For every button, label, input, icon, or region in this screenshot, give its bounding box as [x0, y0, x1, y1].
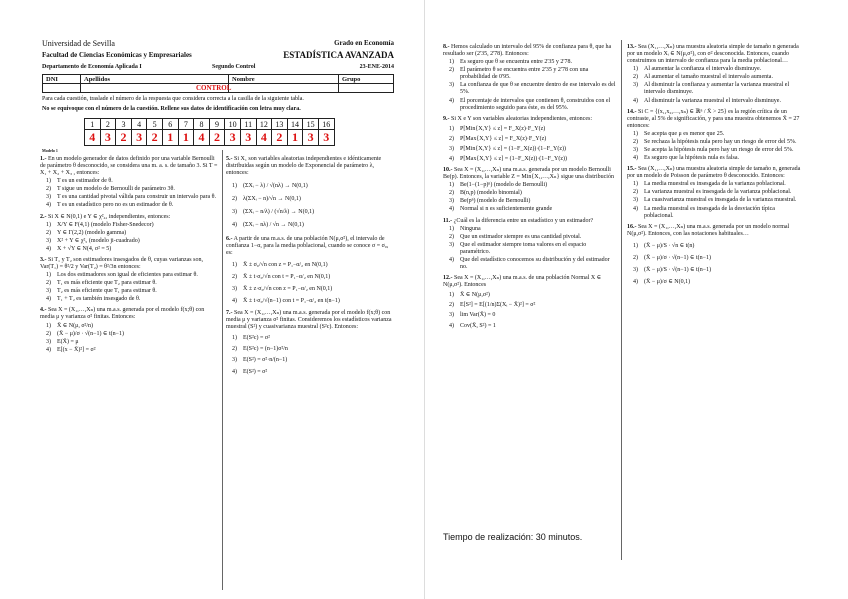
question-14 [627, 109, 803, 163]
questions-column-2 [226, 156, 396, 380]
question-number: 6.- [226, 235, 233, 242]
question-4 [40, 307, 218, 353]
question-5 [226, 156, 396, 230]
column-divider [621, 40, 622, 560]
option[interactable]: 4) Es seguro que la hipótesis nula es falsa. [633, 155, 739, 162]
column-divider [222, 150, 223, 590]
question-text: Hemos calculado un intervalo del 95% de confianza para θ, que ha resultado ser (2'35, 2'78). Entonces: [443, 44, 612, 58]
grid-question-number: 1 [85, 119, 101, 130]
exam-name: Segundo Control [212, 64, 256, 70]
question-13 [627, 44, 803, 105]
questions-column-4 [627, 44, 803, 291]
control-label: CONTROL [196, 84, 232, 92]
option[interactable]: 2) λ(ΣXᵢ − n)/√n → N(0,1) [232, 196, 301, 203]
grid-answer-cell[interactable]: 4 [194, 130, 210, 146]
option[interactable]: 3) lim Var(X̄) = 0 [449, 312, 496, 319]
question-number: 16.- [627, 223, 637, 230]
department-name: Departamento de Economía Aplicada I [42, 64, 142, 70]
option[interactable]: 1) La media muestral es insesgada de la varianza poblacional. [633, 181, 786, 188]
faculty-name: Facultad de Ciencias Económicas y Empresariales [42, 51, 192, 59]
option[interactable]: 1) E(S²c) = σ² [232, 335, 270, 342]
option[interactable]: 1) (ΣXᵢ − λ) / √(nλ) → N(0,1) [232, 183, 308, 190]
question-number: 14.- [627, 108, 637, 115]
question-text: Si C = {(x₁,x₂,…,xₙ) ∈ ℝⁿ / X̄ > 25} es la región crítica de un contraste, al 5% de significación, y para una muestra obtenemos X̄ = 27 entonces: [627, 108, 800, 129]
question-text: Sea (X₁,…,Xₙ) una muestra aleatoria simple de tamaño n, generada por un modelo de Poisson de parámetro θ desconocido. Entonces: [627, 166, 801, 180]
question-number: 8.- [443, 44, 450, 50]
option[interactable]: 2) T sigue un modelo de Bernoulli de parámetro 3θ. [46, 186, 175, 193]
degree-name: Grado en Economía [334, 39, 394, 47]
grid-answer-cell[interactable]: 3 [318, 130, 334, 146]
option[interactable]: 1) X/Y ∈ F(4,1) (modelo Fisher-Snedecor) [46, 221, 154, 228]
question-12 [443, 275, 617, 329]
question-number: 9.- [443, 115, 450, 122]
option[interactable]: 3) La cuasivarianza muestral es insesgada de la varianza muestral. [633, 197, 797, 204]
option[interactable]: 4) E[(x − X̄)²] = σ² [46, 346, 96, 353]
option[interactable]: 4) (ΣXᵢ − nλ) / √n → N(0,1) [232, 222, 304, 229]
id-field-surname[interactable]: Apellidos [81, 75, 229, 84]
option[interactable]: 3) Al disminuir la confianza y aumentar la varianza muestral el intervalo disminuye. [633, 82, 790, 96]
grid-question-number: 16 [318, 119, 334, 130]
question-text: Sea (X₁,…,Xₙ) una muestra aleatoria simple de tamaño n generada por un modelo Xᵢ ∈ N(μ,σ²), con σ² desconocida. Entonces, cuando construimos un intervalo de confianza para la media poblacional… [627, 44, 799, 65]
grid-answer-cell[interactable]: 4 [256, 130, 272, 146]
question-number: 13.- [627, 44, 637, 50]
question-6 [226, 236, 396, 306]
option[interactable]: 3) T es una cantidad pivotal válida para construir un intervalo para θ. [46, 194, 217, 201]
question-3 [40, 257, 218, 303]
time-limit-note: Tiempo de realización: 30 minutos. [443, 532, 583, 542]
option[interactable]: 2) (X̄ − μ)/σ · √(n−1) ∈ t(n−1) [46, 330, 124, 337]
option[interactable]: 2) P[Max{X,Y} ≤ z] = F_X(z)·F_Y(z) [449, 135, 547, 142]
grid-question-number: 9 [209, 119, 225, 130]
exam-page-2 [424, 0, 848, 599]
id-field-name[interactable]: Nombre [229, 75, 339, 84]
option[interactable]: 2) T₁ es más eficiente que T₂ para estimar θ. [46, 280, 157, 287]
question-text: A partir de una m.a.s. de una población N(μ,σ²), el intervalo de confianza 1−α, para la media poblacional, cuando se conoce σ = σ₀, es: [226, 235, 389, 256]
option[interactable]: 3) X² + Y ∈ χ²₅ (modelo ji-cuadrado) [46, 237, 140, 244]
option[interactable]: 2) El parámetro θ se encuentra entre 2'35 y 2'78 con una probabilidad de 0'95. [449, 67, 589, 81]
grid-answer-cell[interactable]: 1 [287, 130, 303, 146]
option[interactable]: 3) E(X̄) = μ [46, 338, 79, 345]
question-number: 15.- [627, 166, 637, 173]
option[interactable]: 4) X + √Y ∈ N(4, σ² = 5) [46, 245, 112, 252]
option[interactable]: 1) Ninguna [449, 225, 481, 232]
question-number: 7.- [226, 310, 233, 317]
option[interactable]: 3) (X̄ − μ)/S · √(n−1) ∈ t(n−1) [633, 267, 712, 274]
question-text: Si X e Y son variables aleatorias independientes, entonces: [451, 115, 593, 122]
grid-question-number: 14 [287, 119, 303, 130]
option[interactable]: 4) (X̄ − μ)/σ ∈ N(0,1) [633, 279, 691, 286]
option[interactable]: 2) X̄ ± t·σ₀/√n con t = P₁₋α/₂ en N(0,1) [232, 273, 331, 280]
option[interactable]: 3) X̄ ± z·σ₀/√n con z = P₁₋α/₂ en N(0,1) [232, 285, 333, 292]
option[interactable]: 3) P[Min{X,Y} ≤ z] = (1−F_X(z))·(1−F_Y(z)) [449, 145, 567, 152]
grid-question-number: 11 [240, 119, 256, 130]
option[interactable]: 1) Se acepta que μ es menor que 25. [633, 130, 725, 137]
grid-answer-cell[interactable]: 2 [272, 130, 288, 146]
grid-answer-cell[interactable]: 3 [225, 130, 241, 146]
grid-question-number: 8 [194, 119, 210, 130]
option[interactable]: 4) P[Max{X,Y} ≤ z] = (1−F_X(z))·(1−F_Y(z)) [449, 156, 568, 163]
option[interactable]: 1) X̄ ∈ N(μ,σ²) [449, 292, 490, 299]
grid-answer-cell[interactable]: 1 [162, 130, 178, 146]
option[interactable]: 1) P[Min{X,Y} ≤ z] = F_X(z)·F_Y(z) [449, 125, 546, 132]
question-1 [40, 156, 218, 210]
instruction-text: Para cada cuestión, traslade el número de la respuesta que considera correcta a la casilla de la siguiente tabla. [42, 96, 304, 102]
grid-answer-cell[interactable]: 2 [147, 130, 163, 146]
grid-answer-cell[interactable]: 3 [303, 130, 319, 146]
question-text: Si T₁ y T₂ son estimadores insesgados de θ, cuyas varianzas son, Var(T₁) = θ²/2 y Var(T₂) = θ²/3n entonces: [40, 256, 203, 271]
grid-answer-cell[interactable]: 3 [100, 130, 116, 146]
option[interactable]: 2) E(S²c) = (n−1)σ²/n [232, 346, 288, 353]
grid-question-number: 4 [131, 119, 147, 130]
answer-grid [84, 118, 335, 146]
question-11 [443, 218, 617, 272]
option[interactable]: 3) Be(pⁿ) (modelo de Bernoulli) [449, 198, 531, 205]
instruction-warning: No se equivoque con el número de la cuestión. Rellene sus datos de identificación con letra muy clara. [42, 106, 301, 112]
id-field-dni[interactable]: DNI [43, 75, 81, 84]
option[interactable]: 4) Al disminuir la varianza muestral el intervalo disminuye. [633, 97, 781, 104]
exam-date: 23-ENE-2014 [359, 64, 394, 70]
option[interactable]: 1) (X̄ − μ)/S · √n ∈ t(n) [633, 242, 695, 249]
option[interactable]: 4) El porcentaje de intervalos que contienen θ, construidos con el procedimiento seguido para éste, es del 95%. [449, 97, 611, 111]
question-number: 4.- [40, 307, 47, 314]
university-name: Universidad de Sevilla [42, 39, 115, 48]
question-number: 5.- [226, 156, 233, 162]
question-number: 11.- [443, 217, 453, 224]
course-title: ESTADÍSTICA AVANZADA [283, 50, 394, 60]
option[interactable]: 3) (ΣXᵢ − n/λ) / (√n/λ) → N(0,1) [232, 209, 315, 216]
grid-question-number: 6 [162, 119, 178, 130]
model-label: Modelo 1 [42, 148, 58, 153]
option[interactable]: 3) T₂ es más eficiente que T₁ para estimar θ. [46, 288, 157, 295]
option[interactable]: 2) B(n,p) (modelo binomial) [449, 190, 522, 197]
question-text: Sea X = (X₁,…,Xₙ) una m.a.s. generada por el modelo f(x;θ) con media μ y varianza σ² finitas. Consideremos los estadísticos varianza muestral (S²) y cuasivarianza muestral (S²c). Entonces: [226, 310, 392, 331]
question-text: ¿Cuál es la diferencia entre un estadístico y un estimador? [453, 217, 594, 224]
option[interactable]: 4) T₁ + T₂ es también insesgado de θ. [46, 296, 141, 303]
question-number: 2.- [40, 213, 47, 220]
grid-question-number: 2 [100, 119, 116, 130]
grid-answer-cell[interactable]: 3 [131, 130, 147, 146]
grid-question-number: 12 [256, 119, 272, 130]
question-9 [443, 116, 617, 163]
option[interactable]: 1) X̄ ∈ N(μ, σ²/n) [46, 322, 94, 329]
option[interactable]: 2) Al aumentar el tamaño muestral el intervalo aumenta. [633, 74, 773, 81]
option[interactable]: 2) Que un estimador siempre es una cantidad pivotal. [449, 233, 582, 240]
option[interactable]: 4) Que del estadístico conocemos su distribución y del estimador no. [449, 256, 610, 271]
question-16 [627, 224, 803, 286]
option[interactable]: 2) La varianza muestral es insesgada de la varianza poblacional. [633, 189, 792, 196]
option[interactable]: 3) Que el estimador siempre toma valores en el espacio paramétrico. [449, 241, 587, 255]
question-text: Sea X = (X₁,…,Xₙ) una m.a.s. generada por un modelo Bernoulli Be(p). Entonces, la variable Z = Min{X₁,…,Xₙ} sigue una distribución [443, 167, 614, 181]
option[interactable]: 4) X̄ ± t·σ₀/√(n−1) con t = P₁₋α/₂ en t(n−1) [232, 298, 340, 305]
option[interactable]: 2) Y ∈ Γ(2,2) (modelo gamma) [46, 229, 127, 236]
question-text: Sea X = (X₁,…,Xₙ) una m.a.s. generada por el modelo f(x;θ) con media μ y varianza σ² finitas. Entonces: [40, 307, 205, 321]
question-8 [443, 44, 617, 112]
grid-question-number: 7 [178, 119, 194, 130]
option[interactable]: 1) T es un estimador de θ. [46, 178, 113, 185]
option[interactable]: 1) Es seguro que θ se encuentra entre 2'35 y 2'78. [449, 59, 573, 66]
question-7 [226, 310, 396, 376]
option[interactable]: 3) E(S²) = σ²·n/(n−1) [232, 357, 288, 364]
grid-answer-cell[interactable]: 2 [116, 130, 132, 146]
grid-question-number: 13 [272, 119, 288, 130]
question-text: Sea X = (X₁,…,Xₙ) una m.a.s. generada por un modelo normal N(μ,σ²). Entonces, con las notaciones habituales… [627, 223, 790, 237]
option[interactable]: 2) E[S²] = E[(1/n)Σ(Xᵢ − X̄)²] = σ² [449, 302, 536, 309]
option[interactable]: 4) E(S²) = σ² [232, 368, 268, 375]
grid-question-number: 10 [225, 119, 241, 130]
option[interactable]: 4) Cov(X̄, S²) = 1 [449, 322, 496, 329]
question-number: 1.- [40, 156, 47, 162]
grid-answer-cell[interactable]: 2 [209, 130, 225, 146]
option[interactable]: 1) Los dos estimadores son igual de eficientes para estimar θ. [46, 272, 198, 279]
questions-column-1 [40, 156, 218, 358]
grid-answer-cell[interactable]: 1 [178, 130, 194, 146]
option[interactable]: 3) La confianza de que θ se encuentre dentro de ese intervalo es del 5%. [449, 82, 616, 96]
question-number: 12.- [443, 275, 453, 282]
grid-question-number: 5 [147, 119, 163, 130]
option[interactable]: 4) La media muestral es insesgada de la desviación típica poblacional. [633, 205, 775, 219]
grid-answer-cell[interactable]: 3 [240, 130, 256, 146]
option[interactable]: 1) Be(1−(1−p)ⁿ) (modelo de Bernoulli) [449, 182, 548, 189]
questions-column-3 [443, 44, 617, 334]
id-field-group[interactable]: Grupo [339, 75, 394, 84]
grid-question-number: 3 [116, 119, 132, 130]
question-text: Si X ∈ N(0,1) e Y ∈ χ²₄, independientes, entonces: [48, 213, 171, 220]
question-10 [443, 167, 617, 213]
question-15 [627, 166, 803, 220]
option[interactable]: 2) Se rechaza la hipótesis nula pero hay un riesgo de error del 5%. [633, 138, 797, 145]
question-2 [40, 214, 218, 253]
grid-answer-cell[interactable]: 4 [85, 130, 101, 146]
option[interactable]: 1) Al aumentar la confianza el intervalo disminuye. [633, 66, 762, 73]
grid-question-number: 15 [303, 119, 319, 130]
question-number: 10.- [443, 167, 453, 174]
question-text: Si X₁ son variables aleatorias independientes e idénticamente distribuidas según un modelo de Exponencial de parámetro λ, entonces: [226, 156, 382, 177]
option[interactable]: 3) Se acepta la hipótesis nula pero hay un riesgo de error del 5%. [633, 147, 794, 154]
option[interactable]: 1) X̄ ± σ₀/√n con z = P₁₋α/₂ en N(0,1) [232, 261, 328, 268]
question-number: 3.- [40, 256, 47, 263]
option[interactable]: 4) Normal si n es suficientemente grande [449, 206, 553, 213]
option[interactable]: 2) (X̄ − μ)/σ · √(n−1) ∈ t(n−1) [633, 254, 711, 261]
question-text: En un modelo generador de datos definido por una variable Bernoulli de parámetro θ desconocido, se considera una m. a. s. de tamaño 3. Si T = X₁ + X₂ + X₃ , entonces: [40, 156, 218, 177]
question-text: Sea X = (X₁,…,Xₙ) una m.a.s. de una población Normal X ∈ N(μ,σ²). Entonces [443, 275, 602, 289]
option[interactable]: 4) T es un estadístico pero no es un estimador de θ. [46, 202, 174, 209]
